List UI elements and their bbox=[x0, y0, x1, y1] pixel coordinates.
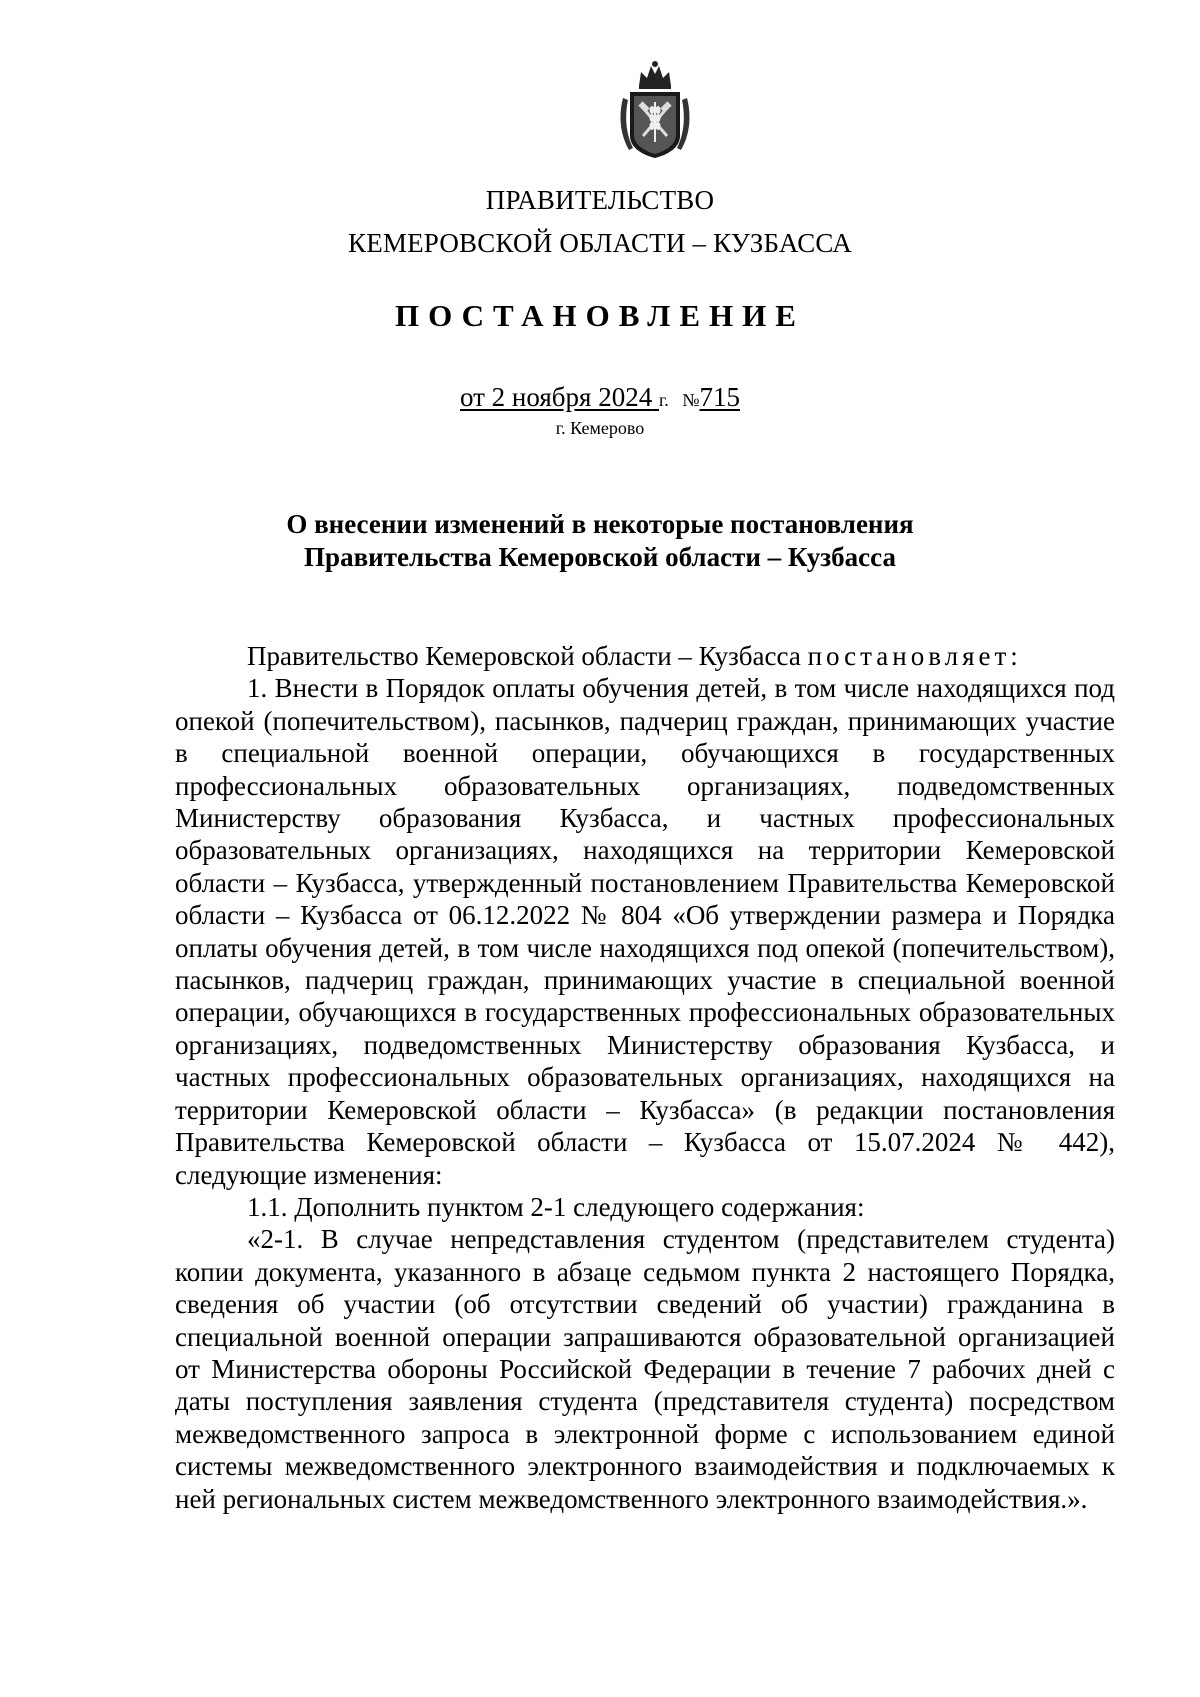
government-name-line-2: КЕМЕРОВСКОЙ ОБЛАСТИ – КУЗБАССА bbox=[348, 228, 852, 258]
document-body bbox=[175, 640, 1115, 1515]
document-title bbox=[0, 508, 1200, 574]
document-date: от 2 ноября 2024 bbox=[459, 382, 653, 412]
preamble-text: Правительство Кемеровской области – Кузбасса bbox=[247, 641, 808, 671]
preamble bbox=[175, 640, 1115, 672]
title-line-2: Правительства Кемеровской области – Кузбасса bbox=[304, 542, 896, 572]
number-sign: № bbox=[682, 390, 700, 410]
city-name: г. Кемерово bbox=[555, 418, 645, 438]
title-line-1: О внесении изменений в некоторые постановления bbox=[286, 509, 914, 539]
year-suffix: г. bbox=[658, 390, 669, 410]
date-and-number-line bbox=[0, 382, 1200, 413]
coat-of-arms-icon bbox=[617, 58, 693, 160]
paragraph-2-1: «2-1. В случае непредставления студентом (представителем студента) копии документа, указанного в абзаце седьмом пункта 2 настоящего Порядка, сведения об участии (об отсутствии сведений об участии) гражданина в специальной военной операции запрашиваются образовательной организацией от Министерства обороны Российской Федерации в течение 7 рабочих дней с даты поступления заявления студента (представителя студента) посредством межведомственного запроса в электронной форме с использованием единой системы межведомственного электронного взаимодействия и подключаемых к ней региональных систем межведомственного электронного взаимодействия.». bbox=[175, 1224, 1115, 1514]
paragraph-1: 1. Внести в Порядок оплаты обучения детей, в том числе находящихся под опекой (попечительством), пасынков, падчериц граждан, принимающих участие в специальной военной операции, обучающихся в государственных профессиональных образовательных организациях, подведомственных Министерству образования Кузбасса, и частных профессиональных образовательных организациях, находящихся на территории Кемеровской области – Кузбасса, утвержденный постановлением Правительства Кемеровской области – Кузбасса от 06.12.2022 № 804 «Об утверждении размера и Порядка оплаты обучения детей, в том числе находящихся под опекой (попечительством), пасынков, падчериц граждан, принимающих участие в специальной военной операции, обучающихся в государственных профессиональных образовательных организациях, подведомственных Министерству образования Кузбасса, и частных профессиональных образовательных организациях, находящихся на территории Кемеровской области – Кузбасса» (в редакции постановления Правительства Кемеровской области – Кузбасса от 15.07.2024 № 442), следующие изменения: bbox=[175, 673, 1115, 1190]
paragraph-1-1: 1.1. Дополнить пунктом 2-1 следующего содержания: bbox=[247, 1191, 865, 1222]
document-type-heading: ПОСТАНОВЛЕНИЕ bbox=[395, 298, 805, 333]
preamble-resolves: постановляет: bbox=[807, 641, 1022, 671]
government-name-line-1: ПРАВИТЕЛЬСТВО bbox=[485, 185, 715, 215]
document-number: 715 bbox=[699, 382, 740, 412]
